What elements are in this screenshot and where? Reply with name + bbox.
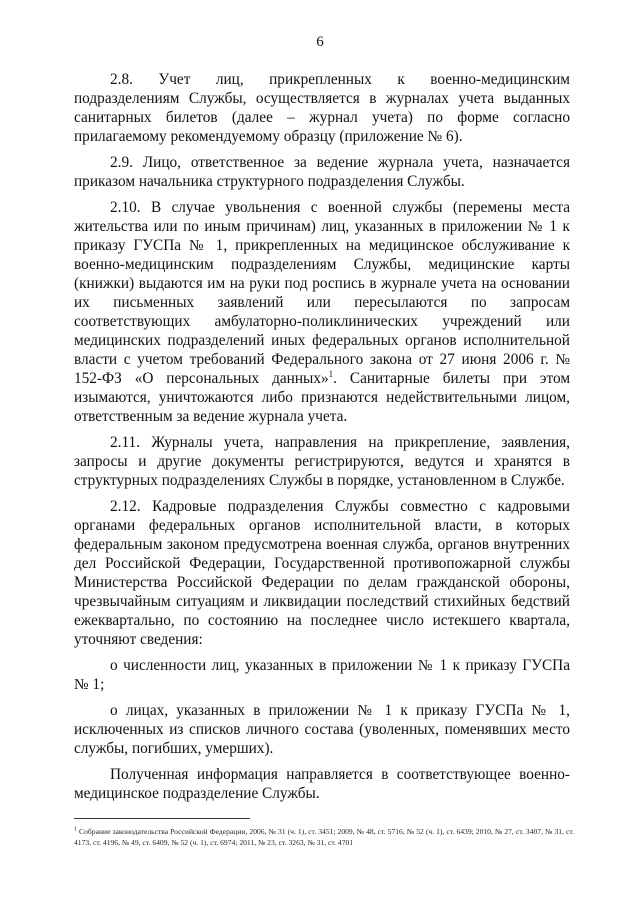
paragraph-2-8: 2.8. Учет лиц, прикрепленных к военно-медицинским подразделениям Службы, осуществляется в журналах учета выданных санитарных билетов (далее – журнал учета) по форме согласно прилагаемому рекомендуемому образцу (приложение № 6). [74, 71, 570, 145]
document-body [74, 70, 570, 810]
page-number: 6 [316, 34, 324, 50]
footnote-reference[interactable]: 1 [328, 368, 334, 379]
paragraph-2-10-text: 2.10. В случае увольнения с военной службы (перемены места жительства или по иным причинам) лиц, указанных в приложении № 1 к приказу ГУСПа № 1, прикрепленных на медицинское обслуживание к военно-медицинским подразделениям Службы, медицинские карты (книжки) выдаются им на руки под роспись в журнале учета на основании их письменных заявлений или пересылаются по запросам соответствующих амбулаторно-поликлинических учреждений или медицинских подразделений иных федеральных органов исполнительной власти с учетом требований Федерального закона от 27 июня 2006 г. № 152-ФЗ «О персональных данных» [74, 199, 570, 387]
footnote-text: Собрание законодательства Российской Федерации, 2006, № 31 (ч. 1), ст. 3451; 2009, № 48, ст. 5716, № 52 (ч. 1), ст. 6439; 2010, № 27, ст. 3407, № 31, ст. 4173, ст. 4196, № 49, ст. 6409, № 52 (ч. 1), ст. 6974; 2011, № 23, ст. 3263, № 31, ст. 4701 [74, 827, 574, 847]
footnote-divider [74, 818, 250, 819]
paragraph-2-10-tail: . Санитарные билеты при этом изымаются, уничтожаются либо признаются недействительными лицом, ответственным за ведение журнала учета. [74, 370, 570, 425]
footnote [74, 826, 574, 848]
paragraph-info-sent: Полученная информация направляется в соответствующее военно-медицинское подразделение Службы. [74, 766, 570, 802]
list-item-excluded: о лицах, указанных в приложении № 1 к приказу ГУСПа № 1, исключенных из списков личного состава (уволенных, поменявших место службы, погибших, умерших). [74, 702, 570, 757]
paragraph-2-9: 2.9. Лицо, ответственное за ведение журнала учета, назначается приказом начальника структурного подразделения Службы. [74, 154, 570, 190]
paragraph-2-11: 2.11. Журналы учета, направления на прикрепление, заявления, запросы и другие документы регистрируются, ведутся и хранятся в структурных подразделениях Службы в порядке, установленном в Службе. [74, 434, 570, 489]
list-item-numbers: о численности лиц, указанных в приложении № 1 к приказу ГУСПа № 1; [74, 657, 570, 693]
paragraph-2-10 [74, 198, 570, 426]
footnote-marker: 1 [74, 826, 77, 833]
paragraph-2-12: 2.12. Кадровые подразделения Службы совместно с кадровыми органами федеральных органов исполнительной власти, в которых федеральным законом предусмотрена военная служба, органов внутренних дел Российской Федерации, Государственной противопожарной службы Министерства Российской Федерации по делам гражданской обороны, чрезвычайным ситуациям и ликвидации последствий стихийных бедствий ежеквартально, по состоянию на последнее число истекшего квартала, уточняют сведения: [74, 498, 570, 648]
